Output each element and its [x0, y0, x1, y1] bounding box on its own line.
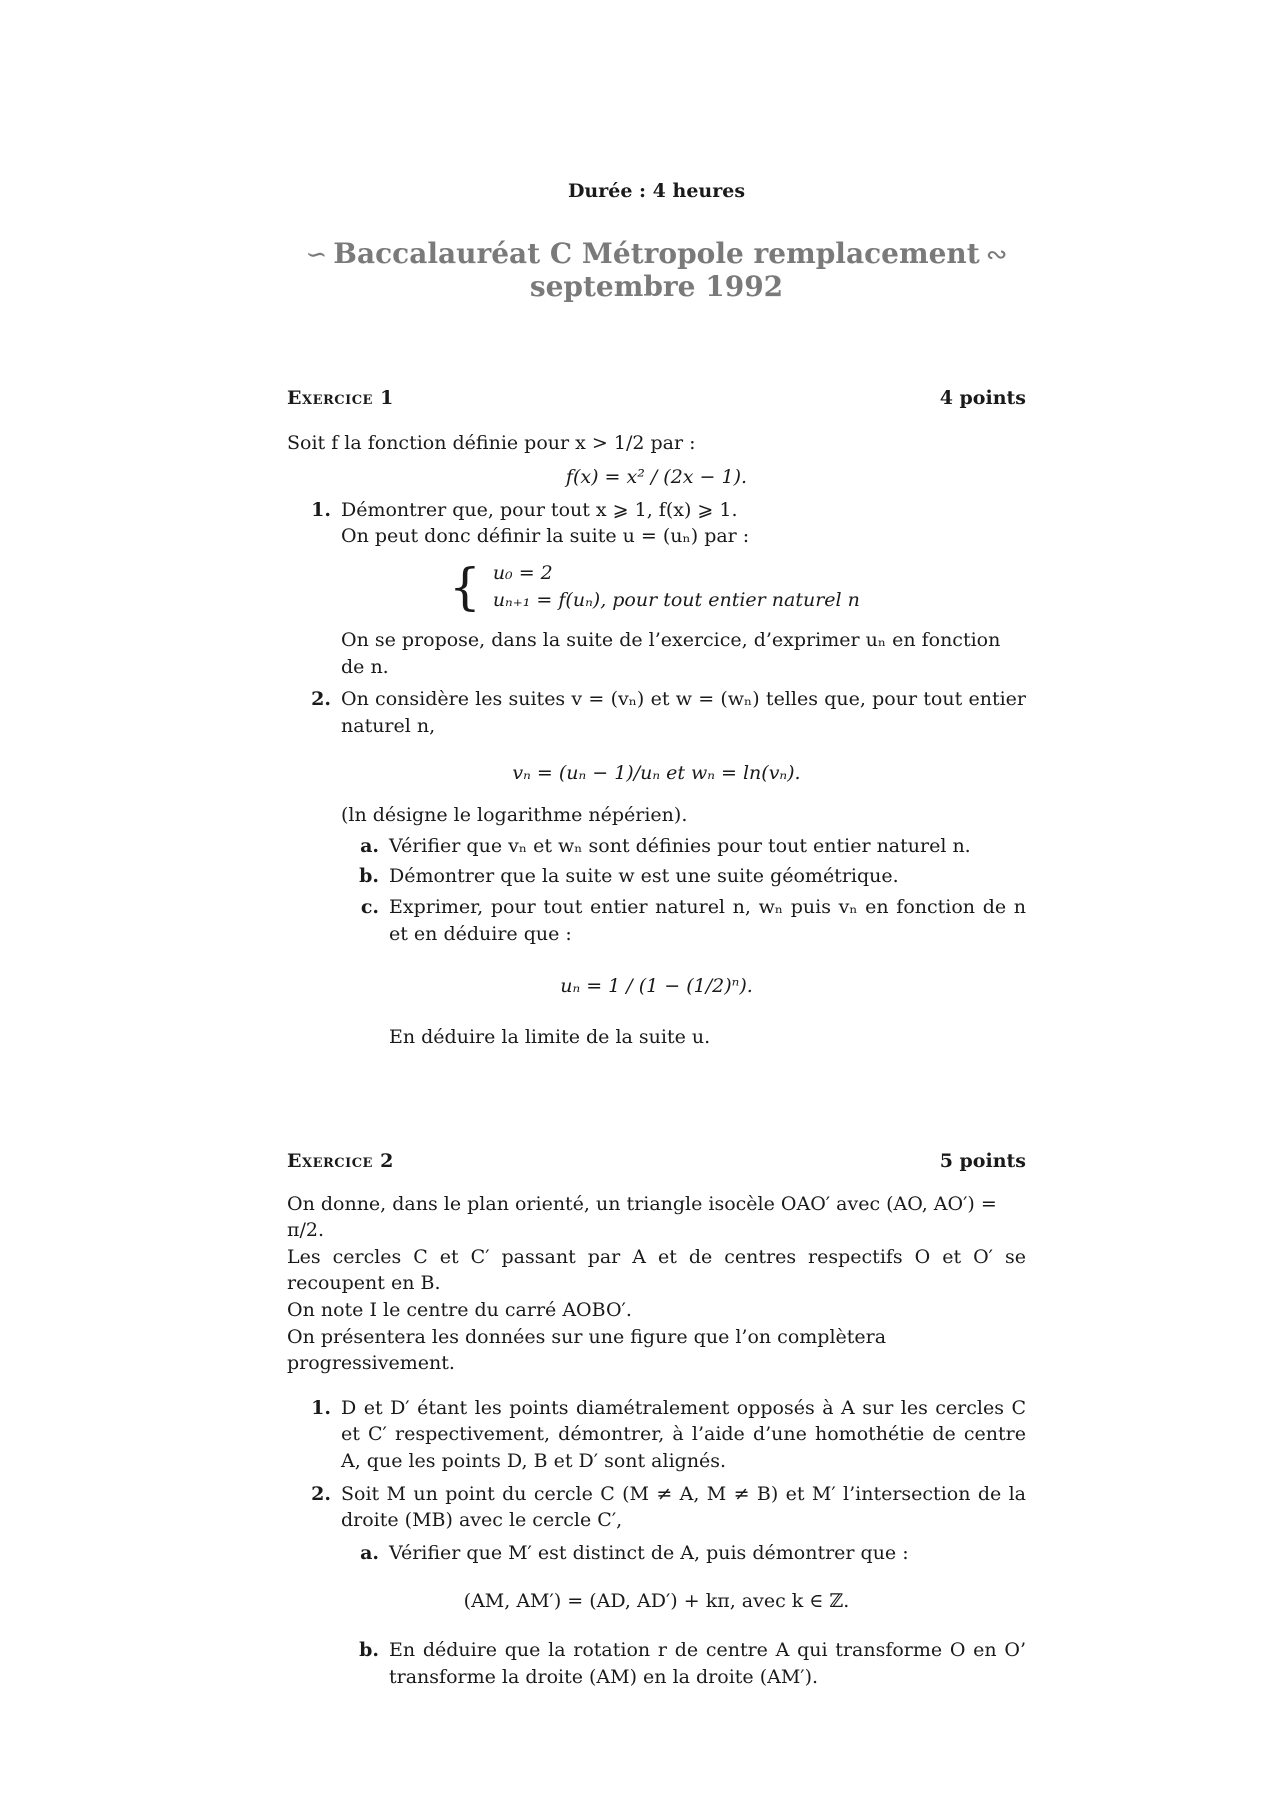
ex1-fx-formula: f(x) = x² / (2x − 1). [565, 466, 748, 489]
ex2-intro-1: On donne, dans le plan orienté, un triangle isocèle OAO′ avec (AO, AO′) = π/2. [287, 1192, 997, 1242]
ex1-q2a [287, 833, 1026, 860]
ex1-q2c-label: c. [360, 895, 379, 918]
sys-row-1: u₀ = 2 [492, 561, 553, 584]
ex1-sequence-system [449, 557, 1026, 616]
ex1-limit: En déduire la limite de la suite u. [389, 1025, 711, 1048]
ex2-q1-text: D et D′ étant les points diamétralement opposés à A sur les cercles C et C′ respectivement, démontrer, à l’aide d’une homothétie de centre A, que les points D, B et D′ sont alignés. [341, 1396, 1026, 1472]
ex2-q2b [287, 1637, 1026, 1690]
exercise-2 [287, 1148, 1026, 1690]
ex1-q1-line2: On peut donc définir la suite u = (uₙ) par : [341, 525, 750, 548]
sys-row-2: uₙ₊₁ = f(uₙ), pour tout entier naturel n [492, 588, 860, 611]
ex2-intro-3: On note I le centre du carré AOBO′. [287, 1298, 632, 1321]
ex1-q2b [287, 863, 1026, 890]
exercise-1-header [287, 385, 1026, 412]
page-title [287, 238, 1026, 303]
exercise-2-header [287, 1148, 1026, 1175]
exercise-2-label: Exercice 2 [287, 1150, 394, 1172]
ex1-question-1 [287, 497, 1026, 550]
ex2-q2a [287, 1540, 1026, 1567]
brace-icon: { [449, 557, 481, 616]
ornament-left-icon: ∽ [305, 240, 328, 270]
ex1-q2b-label: b. [359, 865, 379, 888]
ex2-question-1 [287, 1395, 1026, 1475]
exercise-1-points: 4 points [939, 387, 1026, 409]
ex1-ln-note: (ln désigne le logarithme népérien). [341, 804, 688, 827]
ex1-q2-text: On considère les suites v = (vₙ) et w = (wₙ) telles que, pour tout entier naturel n, [341, 688, 1026, 737]
ex2-q2a-text: Vérifier que M′ est distinct de A, puis démontrer que : [389, 1541, 909, 1564]
ex1-propose: On se propose, dans la suite de l’exercice, d’exprimer uₙ en fonction de n. [341, 629, 1001, 678]
ex1-q1-number: 1. [311, 498, 331, 521]
ex1-q2a-text: Vérifier que vₙ et wₙ sont définies pour tout entier naturel n. [389, 834, 971, 857]
ex2-question-2 [287, 1481, 1026, 1534]
ex1-un-formula: uₙ = 1 / (1 − (1/2)ⁿ). [560, 975, 753, 998]
ex1-vn-formula: vₙ = (uₙ − 1)/uₙ et wₙ = ln(vₙ). [512, 761, 801, 784]
ex1-q2b-text: Démontrer que la suite w est une suite géométrique. [389, 865, 899, 888]
ex2-q2b-text: En déduire que la rotation r de centre A qui transforme O en O’ transforme la droite (AM) en la droite (AM′). [389, 1638, 1026, 1688]
ornament-right-icon: ∾ [985, 240, 1008, 270]
ex2-q2b-label: b. [359, 1638, 379, 1661]
ex2-q2-number: 2. [311, 1482, 331, 1505]
duration: Durée : 4 heures [567, 180, 746, 202]
exercise-2-points: 5 points [939, 1150, 1026, 1172]
ex1-intro: Soit f la fonction définie pour x > 1/2 par : [287, 431, 696, 454]
title-line1: Baccalauréat C Métropole remplacement [333, 237, 980, 270]
ex2-q2-text: Soit M un point du cercle C (M ≠ A, M ≠ B) et M′ l’intersection de la droite (MB) avec le cercle C′, [341, 1482, 1026, 1532]
ex2-q1-number: 1. [311, 1396, 331, 1419]
ex2-angle-formula: (AM, AM′) = (AD, AD′) + kπ, avec k ∈ ℤ. [463, 1590, 850, 1613]
ex1-question-2 [287, 686, 1026, 739]
title-line2: septembre 1992 [529, 269, 784, 303]
ex2-intro-4: On présentera les données sur une figure que l’on complètera progressivement. [287, 1325, 887, 1375]
ex1-q2c-text: Exprimer, pour tout entier naturel n, wₙ puis vₙ en fonction de n et en déduire que : [389, 895, 1026, 945]
ex1-q2c [287, 894, 1026, 947]
exercise-1-label: Exercice 1 [287, 387, 394, 409]
ex2-intro-2: Les cercles C et C′ passant par A et de centres respectifs O et O′ se recoupent en B. [287, 1245, 1026, 1295]
ex1-q1-line1: Démontrer que, pour tout x ⩾ 1, f(x) ⩾ 1. [341, 498, 738, 521]
exercise-1 [287, 385, 1026, 1050]
ex1-q2a-label: a. [360, 834, 379, 857]
ex1-q2-number: 2. [311, 688, 331, 711]
ex2-q2a-label: a. [360, 1541, 379, 1564]
